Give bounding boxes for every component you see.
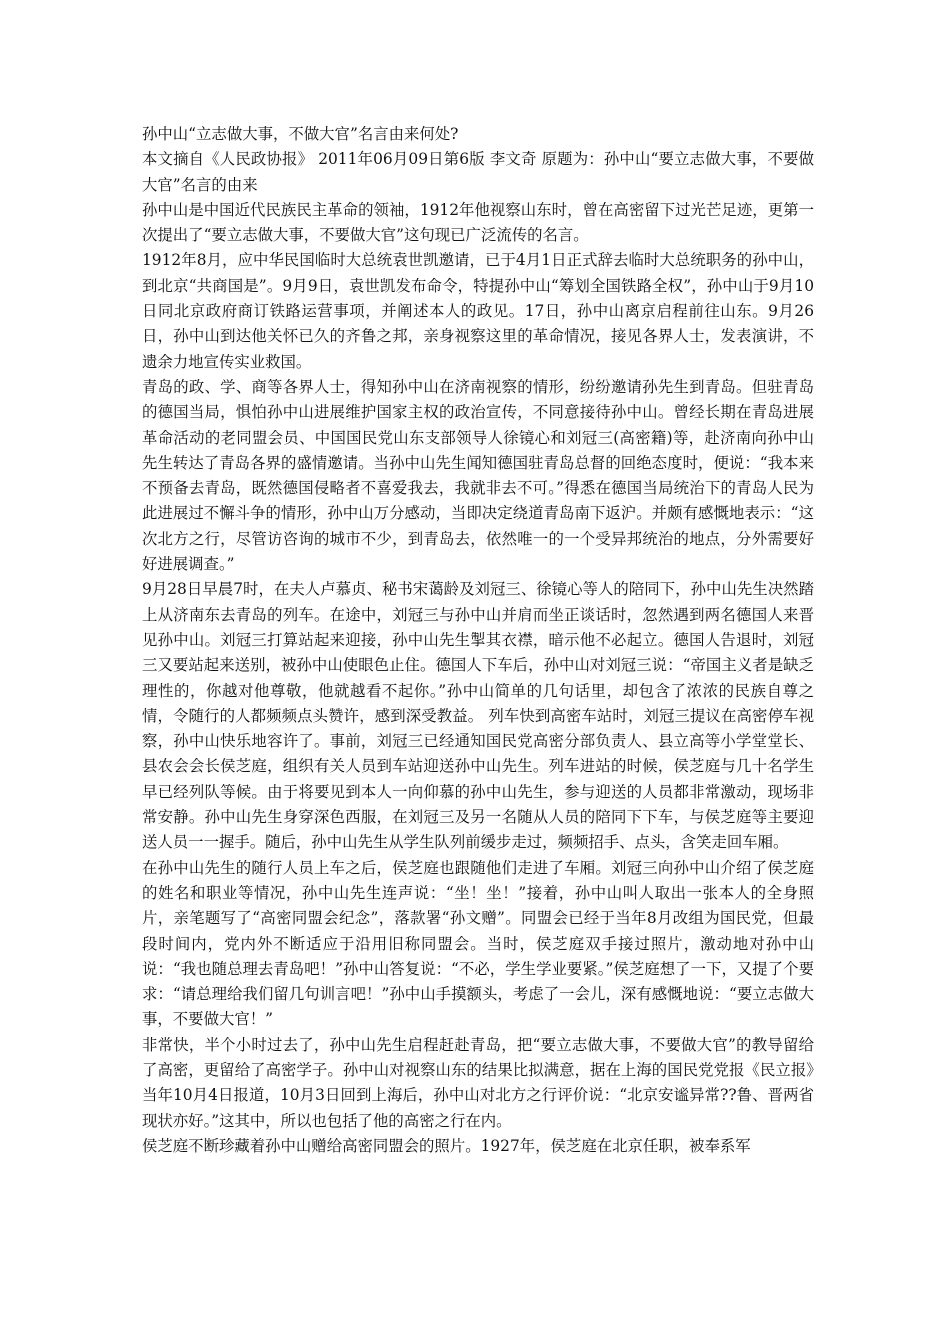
- paragraph-5: 在孙中山先生的随行人员上车之后，侯芝庭也跟随他们走进了车厢。刘冠三向孙中山介绍了侯芝庭的姓名和职业等情况，孙中山先生连声说：“坐！坐！”接着，孙中山叫人取出一张本人的全身照片，亲笔题写了“高密同盟会纪念”，落款署“孙文赠”。同盟会已经于当年8月改组为国民党，但最段时间内，党内外不断适应于沿用旧称同盟会。当时，侯芝庭双手接过照片，激动地对孙中山说：“我也随总理去青岛吧！”孙中山答复说：“不必，学生学业要紧。”侯芝庭想了一下，又提了个要求：“请总理给我们留几句训言吧！”孙中山手摸额头，考虑了一会儿，深有感慨地说：“要立志做大事，不要做大官！”: [142, 858, 814, 1029]
- paragraph-7: 侯芝庭不断珍藏着孙中山赠给高密同盟会的照片。1927年，侯芝庭在北京任职，被奉系军: [142, 1136, 751, 1155]
- source-line: 本文摘自《人民政协报》 2011年06月09日第6版 李文奇 原题为：孙中山“要立志做大事，不要做大官”名言的由来: [142, 150, 814, 194]
- paragraph-6: 非常快，半个小时过去了，孙中山先生启程赶赴青岛，把“要立志做大事，不要做大官”的教导留给了高密，更留给了高密学子。孙中山对视察山东的结果比拟满意，据在上海的国民党党报《民立报》当年10月4日报道，10月3日回到上海后，孙中山对北方之行评价说：“北京安谧异常??鲁、晋两省现状亦好。”这其中，所以也包括了他的高密之行在内。: [142, 1035, 814, 1130]
- document-body: [142, 122, 814, 1159]
- paragraph-4: 9月28日早晨7时，在夫人卢慕贞、秘书宋蔼龄及刘冠三、徐镜心等人的陪同下，孙中山先生决然踏上从济南东去青岛的列车。在途中，刘冠三与孙中山并肩而坐正谈话时，忽然遇到两名德国人来晋见孙中山。刘冠三打算站起来迎接，孙中山先生掣其衣襟，暗示他不必起立。德国人告退时，刘冠三又要站起来送别，被孙中山使眼色止住。德国人下车后，孙中山对刘冠三说：“帝国主义者是缺乏理性的，你越对他尊敬，他就越看不起你。”孙中山简单的几句话里，却包含了浓浓的民族自尊之情，令随行的人都频频点头赞许，感到深受教益。 列车快到高密车站时，刘冠三提议在高密停车视察，孙中山快乐地容许了。事前，刘冠三已经通知国民党高密分部负责人、县立高等小学堂堂长、县农会会长侯芝庭，组织有关人员到车站迎送孙中山先生。列车进站的时候，侯芝庭与几十名学生早已经列队等候。由于将要见到本人一向仰慕的孙中山先生，参与迎送的人员都非常激动，现场非常安静。孙中山先生身穿深色西服，在刘冠三及另一名随从人员的陪同下下车，与侯芝庭等主要迎送人员一一握手。随后，孙中山先生从学生队列前缓步走过，频频招手、点头，含笑走回车厢。: [142, 580, 814, 852]
- document-title: 孙中山“立志做大事，不做大官”名言由来何处?: [142, 125, 459, 143]
- paragraph-1: 孙中山是中国近代民族民主革命的领袖，1912年他视察山东时，曾在高密留下过光芒足迹，更第一次提出了“要立志做大事，不要做大官”这句现已广泛流传的名言。: [142, 200, 814, 245]
- paragraph-3: 青岛的政、学、商等各界人士，得知孙中山在济南视察的情形，纷纷邀请孙先生到青岛。但驻青岛的德国当局，惧怕孙中山进展维护国家主权的政治宣传，不同意接待孙中山。曾经长期在青岛进展革命活动的老同盟会员、中国国民党山东支部领导人徐镜心和刘冠三(高密籍)等，赴济南向孙中山先生转达了青岛各界的盛情邀请。当孙中山先生闻知德国驻青岛总督的回绝态度时，便说：“我本来不预备去青岛，既然德国侵略者不喜爱我去，我就非去不可。”得悉在德国当局统治下的青岛人民为此进展过不懈斗争的情形，孙中山万分感动，当即决定绕道青岛南下返沪。并颇有感慨地表示：“这次北方之行，尽管访咨询的城市不少，到青岛去，依然唯一的一个受异邦统治的地点，分外需要好好进展调查。”: [142, 377, 814, 574]
- paragraph-2: 1912年8月，应中华民国临时大总统袁世凯邀请，已于4月1日正式辞去临时大总统职务的孙中山，到北京“共商国是”。9月9日，袁世凯发布命令，特提孙中山“筹划全国铁路全权”，孙中山于9月10日同北京政府商订铁路运营事项，并阐述本人的政见。17日，孙中山离京启程前往山东。9月26日，孙中山到达他关怀已久的齐鲁之邦，亲身视察这里的革命情况，接见各界人士，发表演讲，不遗余力地宣传实业救国。: [142, 251, 814, 371]
